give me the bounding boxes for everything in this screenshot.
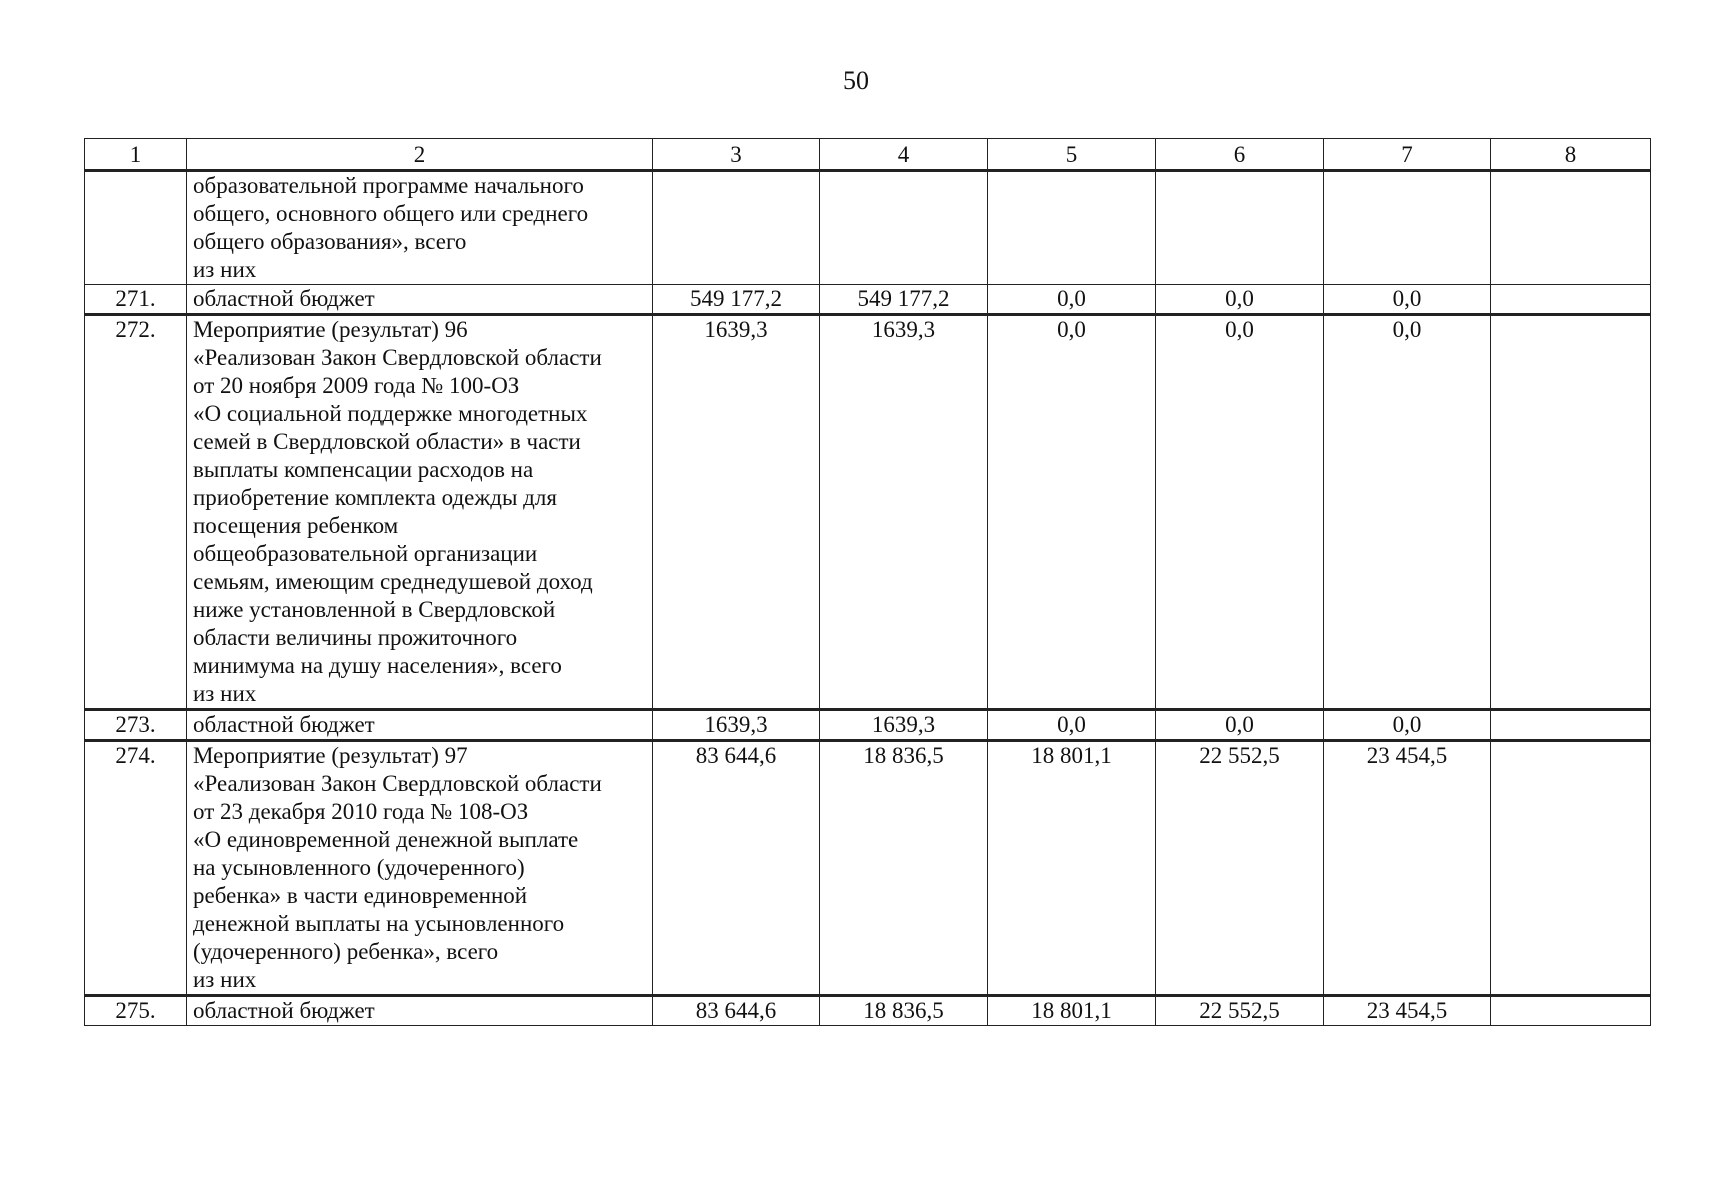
row-name-cell: образовательной программе начального общего, основного общего или среднего общего образования», всего из них [187, 171, 653, 285]
row-number-cell: 274. [85, 741, 187, 996]
value-cell-7: 0,0 [1324, 285, 1491, 315]
header-cell-8: 8 [1491, 139, 1651, 171]
value-cell-8 [1491, 285, 1651, 315]
header-cell-2: 2 [187, 139, 653, 171]
table-row [85, 741, 1651, 996]
value-cell-7: 0,0 [1324, 315, 1491, 710]
value-cell-8 [1491, 741, 1651, 996]
row-name-cell: Мероприятие (результат) 96 «Реализован Закон Свердловской области от 20 ноября 2009 года № 100-ОЗ «О социальной поддержке многодетных семей в Свердловской области» в части выплаты компенсации расходов на приобретение комплекта одежды для посещения ребенком общеобразовательной организации семьям, имеющим среднедушевой доход ниже установленной в Свердловской области величины прожиточного минимума на душу населения», всего из них [187, 315, 653, 710]
table-row [85, 996, 1651, 1026]
value-cell-5: 18 801,1 [988, 741, 1156, 996]
value-cell-3: 83 644,6 [653, 741, 820, 996]
row-name-cell: областной бюджет [187, 285, 653, 315]
row-number-cell: 272. [85, 315, 187, 710]
table-row [85, 285, 1651, 315]
value-cell-3: 1639,3 [653, 315, 820, 710]
value-cell-3: 83 644,6 [653, 996, 820, 1026]
value-cell-4: 18 836,5 [820, 996, 988, 1026]
value-cell-3 [653, 171, 820, 285]
value-cell-5: 0,0 [988, 710, 1156, 741]
budget-table [84, 138, 1651, 1026]
header-cell-4: 4 [820, 139, 988, 171]
value-cell-6: 22 552,5 [1156, 996, 1324, 1026]
value-cell-7: 23 454,5 [1324, 741, 1491, 996]
row-number-cell: 273. [85, 710, 187, 741]
value-cell-4: 549 177,2 [820, 285, 988, 315]
value-cell-6: 0,0 [1156, 285, 1324, 315]
page-number: 50 [843, 66, 869, 95]
value-cell-4: 1639,3 [820, 710, 988, 741]
row-number-cell [85, 171, 187, 285]
table-header [85, 139, 1651, 171]
value-cell-6: 0,0 [1156, 710, 1324, 741]
value-cell-5: 0,0 [988, 315, 1156, 710]
value-cell-8 [1491, 315, 1651, 710]
value-cell-6: 22 552,5 [1156, 741, 1324, 996]
table-row [85, 171, 1651, 285]
value-cell-5 [988, 171, 1156, 285]
value-cell-5: 0,0 [988, 285, 1156, 315]
header-cell-3: 3 [653, 139, 820, 171]
row-name-cell: областной бюджет [187, 710, 653, 741]
value-cell-4: 1639,3 [820, 315, 988, 710]
value-cell-7 [1324, 171, 1491, 285]
table-row [85, 710, 1651, 741]
row-number-cell: 271. [85, 285, 187, 315]
value-cell-8 [1491, 171, 1651, 285]
row-number-cell: 275. [85, 996, 187, 1026]
value-cell-4 [820, 171, 988, 285]
header-cell-5: 5 [988, 139, 1156, 171]
table-row [85, 315, 1651, 710]
value-cell-6: 0,0 [1156, 315, 1324, 710]
value-cell-7: 0,0 [1324, 710, 1491, 741]
value-cell-3: 1639,3 [653, 710, 820, 741]
value-cell-8 [1491, 710, 1651, 741]
value-cell-3: 549 177,2 [653, 285, 820, 315]
value-cell-4: 18 836,5 [820, 741, 988, 996]
row-name-cell: Мероприятие (результат) 97 «Реализован Закон Свердловской области от 23 декабря 2010 года № 108-ОЗ «О единовременной денежной выплате на усыновленного (удочеренного) ребенка» в части единовременной денежной выплаты на усыновленного (удочеренного) ребенка», всего из них [187, 741, 653, 996]
header-row [85, 139, 1651, 171]
value-cell-7: 23 454,5 [1324, 996, 1491, 1026]
table-body [85, 171, 1651, 1026]
header-cell-1: 1 [85, 139, 187, 171]
row-name-cell: областной бюджет [187, 996, 653, 1026]
header-cell-7: 7 [1324, 139, 1491, 171]
value-cell-8 [1491, 996, 1651, 1026]
value-cell-5: 18 801,1 [988, 996, 1156, 1026]
header-cell-6: 6 [1156, 139, 1324, 171]
value-cell-6 [1156, 171, 1324, 285]
